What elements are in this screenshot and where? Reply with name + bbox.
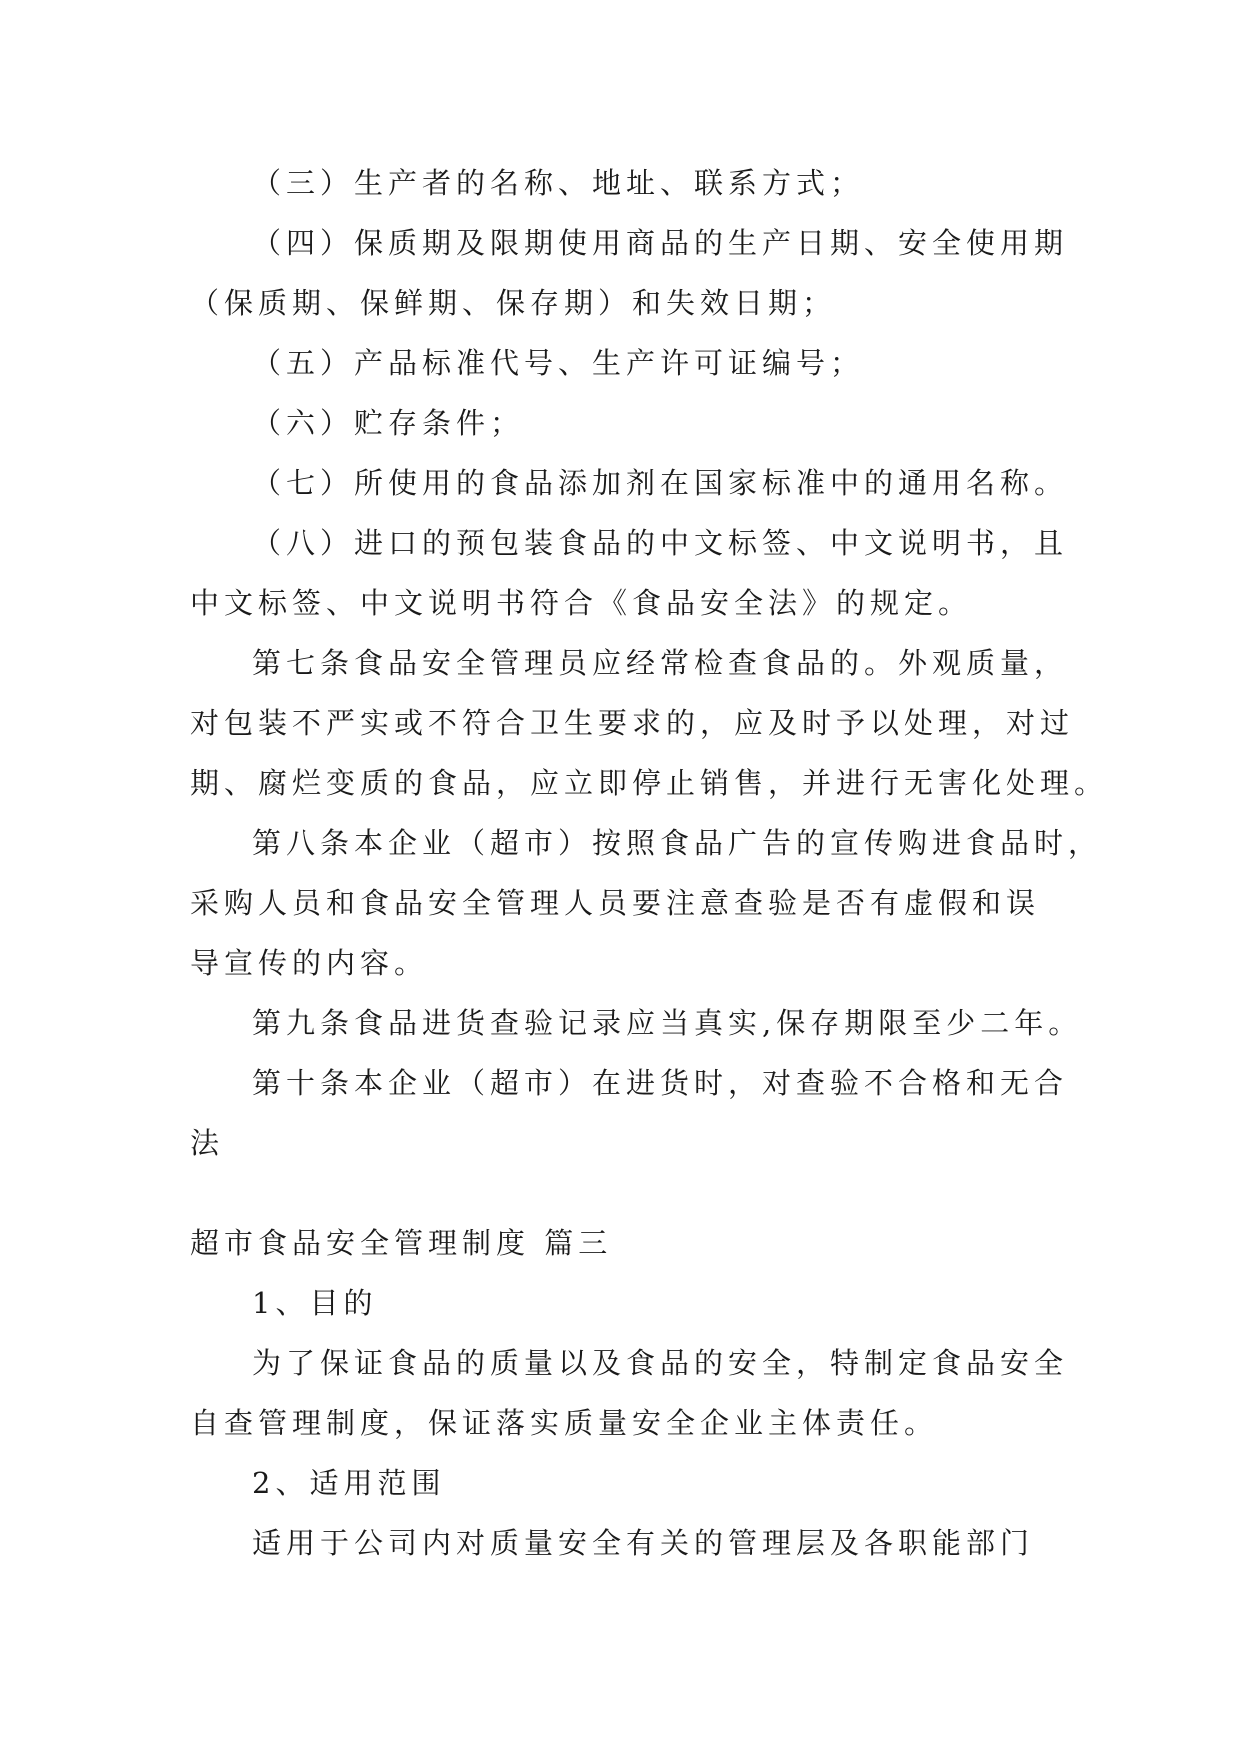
scope-line-1: 适用于公司内对质量安全有关的管理层及各职能部门: [252, 1526, 1035, 1560]
article-7-line-1: 第七条食品安全管理员应经常检查食品的。外观质量，: [252, 646, 1069, 680]
subheading-purpose: 1、目的: [252, 1286, 378, 1320]
list-item-8-line-2: 中文标签、中文说明书符合《食品安全法》的规定。: [190, 586, 973, 620]
list-item-3: （三）生产者的名称、地址、联系方式；: [252, 166, 865, 200]
list-item-7: （七）所使用的食品添加剂在国家标准中的通用名称。: [252, 466, 1069, 500]
list-item-5: （五）产品标准代号、生产许可证编号；: [252, 346, 865, 380]
subheading-scope: 2、适用范围: [252, 1466, 446, 1500]
purpose-line-1: 为了保证食品的质量以及食品的安全，特制定食品安全: [252, 1346, 1069, 1380]
article-8-line-3: 导宣传的内容。: [190, 946, 429, 980]
article-10-line-1: 第十条本企业（超市）在进货时，对查验不合格和无合: [252, 1066, 1069, 1100]
list-item-6: （六）贮存条件；: [252, 406, 525, 440]
section-heading: 超市食品安全管理制度 篇三: [190, 1226, 613, 1260]
list-item-4-line-1: （四）保质期及限期使用商品的生产日期、安全使用期: [252, 226, 1069, 260]
list-item-8-line-1: （八）进口的预包装食品的中文标签、中文说明书，且: [252, 526, 1069, 560]
list-item-4-line-2: （保质期、保鲜期、保存期）和失效日期；: [190, 286, 837, 320]
article-7-line-2: 对包装不严实或不符合卫生要求的，应及时予以处理，对过: [190, 706, 1075, 740]
article-9: 第九条食品进货查验记录应当真实,保存期限至少二年。: [252, 1006, 1083, 1040]
article-8-line-2: 采购人员和食品安全管理人员要注意查验是否有虚假和误: [190, 886, 1041, 920]
article-10-line-2: 法: [190, 1126, 225, 1160]
purpose-line-2: 自查管理制度，保证落实质量安全企业主体责任。: [190, 1406, 939, 1440]
article-7-line-3: 期、腐烂变质的食品，应立即停止销售，并进行无害化处理。: [190, 766, 1109, 800]
article-8-line-1: 第八条本企业（超市）按照食品广告的宣传购进食品时，: [252, 826, 1103, 860]
